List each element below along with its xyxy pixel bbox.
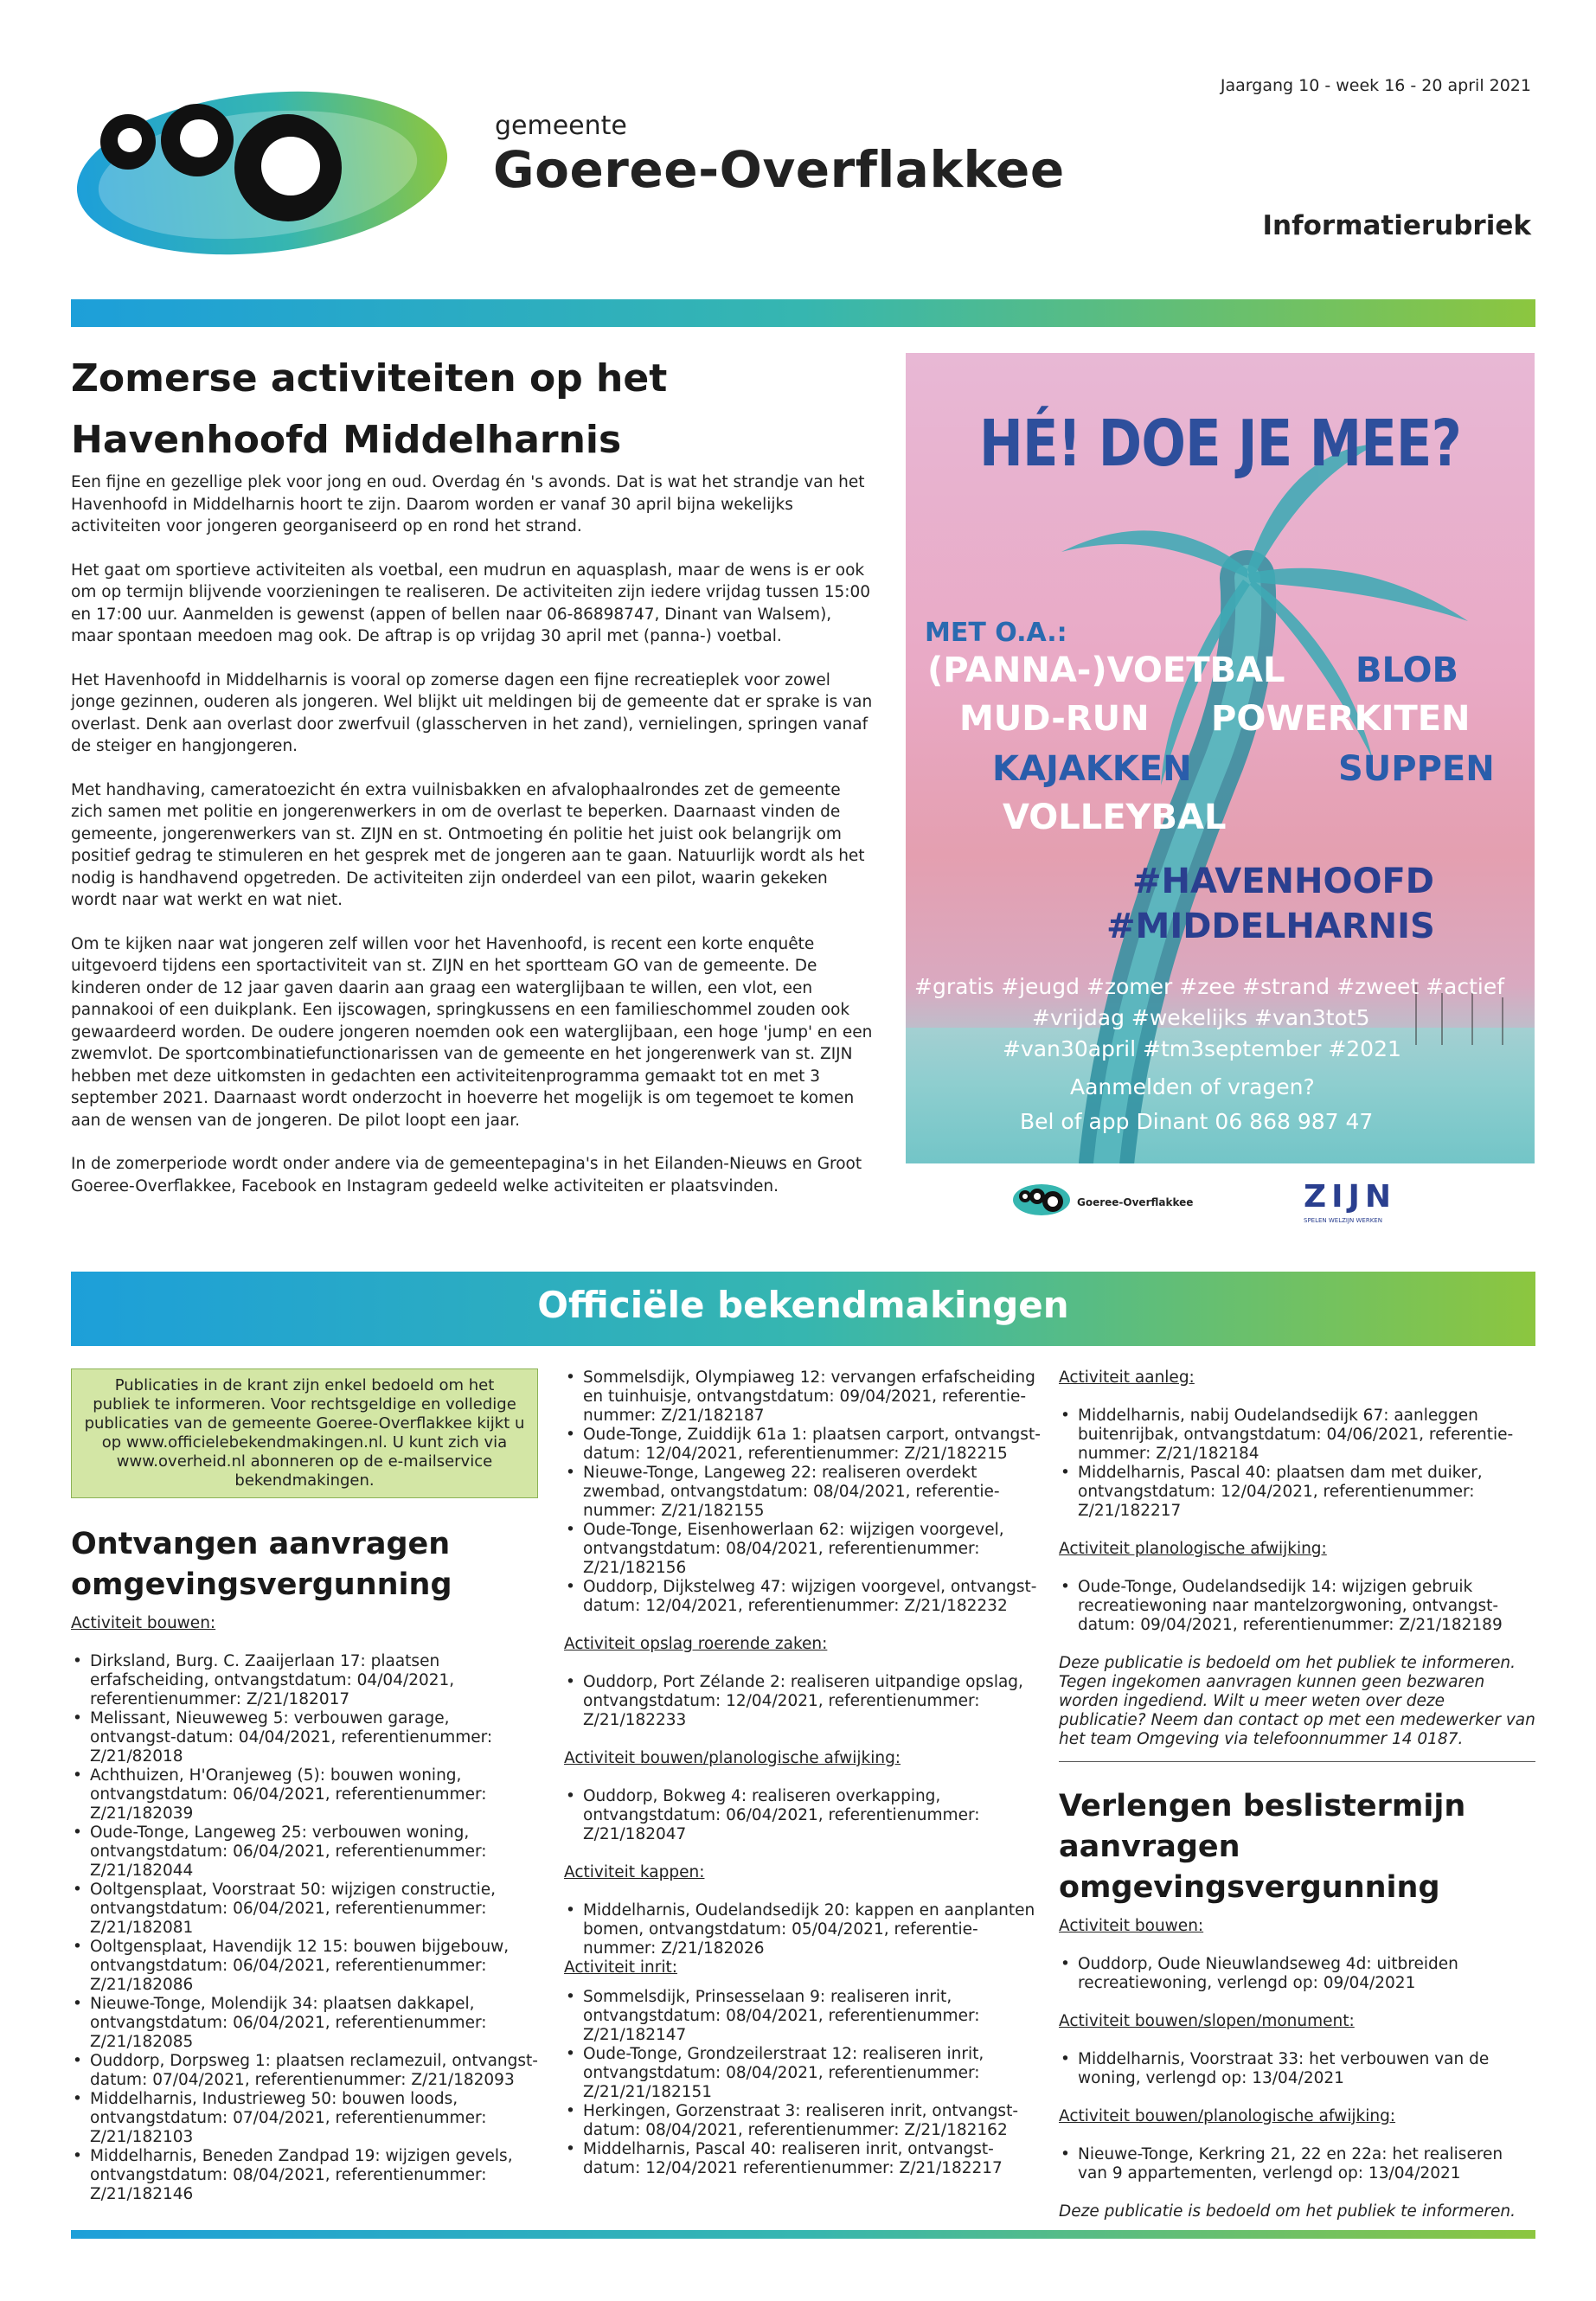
list-item: • Herkingen, Gorzenstraat 3: realiseren inrit, ontvangst-datum: 08/04/2021, referentienummer: Z/21/182162 bbox=[564, 2102, 1044, 2140]
poster-tags: #van30april #tm3september #2021 bbox=[1003, 1036, 1401, 1061]
official-banner bbox=[71, 1272, 1535, 1346]
list-item: • Sommelsdijk, Olympiaweg 12: vervangen erfafscheiding en tuinhuisje, ontvangstdatum: 09/04/2021, referentie-nummer: Z/21/182187 bbox=[564, 1368, 1044, 1426]
list-item: • Middelharnis, Voorstraat 33: het verbouwen van de woning, verlengd op: 13/04/2021 bbox=[1059, 2050, 1535, 2088]
zijn-logo-sub: SPELEN WELZIJN WERKEN bbox=[1304, 1217, 1382, 1224]
divider bbox=[1059, 1761, 1535, 1762]
official-title: Officiële bekendmakingen bbox=[537, 1284, 1069, 1326]
list-item: • Sommelsdijk, Prinsesselaan 9: realiseren inrit, ontvangstdatum: 08/04/2021, referentienummer: Z/21/182147 bbox=[564, 1988, 1044, 2045]
article-paragraph: Het gaat om sportieve activiteiten als voetbal, een mudrun en aquasplash, maar de wens is er ook om op termijn blijvende voorzieningen te realiseren. De activiteiten zijn iedere vrijdag tussen 15:00 en 17:00 uur. Aanmelden is gewenst (appen of bellen naar 06-86898747, Dinant van Walsem), maar spontaan meedoen mag ook. De aftrap is op vrijdag 30 april met (panna-) voetbal. bbox=[71, 561, 871, 645]
list-item: • Ooltgensplaat, Havendijk 12 15: bouwen bijgebouw, ontvangstdatum: 06/04/2021, referentienummer: Z/21/182086 bbox=[71, 1938, 538, 1995]
extension-list bbox=[1059, 2145, 1535, 2183]
permit-list bbox=[564, 1901, 1044, 1958]
poster-activity: VOLLEYBAL bbox=[1003, 798, 1227, 837]
list-item: • Middelharnis, Pascal 40: realiseren inrit, ontvangst-datum: 12/04/2021 referentienummer: Z/21/182217 bbox=[564, 2140, 1044, 2178]
category-label: Activiteit bouwen/planologische afwijking: bbox=[564, 1749, 901, 1767]
article-paragraph: Om te kijken naar wat jongeren zelf willen voor het Havenhoofd, is recent een korte enquête uitgevoerd tijdens een sportactiviteit van st. ZIJN en het sportteam GO van de gemeente. De kinderen onder de 12 jaar gaven daarin aan graag een waterglijbaan te willen, een vlot, een pannakooi of een duikplank. Een ijscowagen, springkussens en een familieschommel zouden ook gewaardeerd worden. De oudere jongeren noemden ook een waterglijbaan, een hoge 'jump' en een zwemvlot. De sportcombinatiefunctionarissen van de gemeente en het jongerenwerk van st. ZIJN hebben met deze uitkomsten in gedachten een activiteitenprogramma gemaakt tot en met 3 september 2021. Daarnaast wordt onderzocht in hoeverre het mogelijk is om tegemoet te komen aan de wensen van de jongeren. De pilot loopt een jaar. bbox=[71, 934, 873, 1130]
extension-list bbox=[1059, 2050, 1535, 2088]
article-paragraph: In de zomerperiode wordt onder andere via de gemeentepagina's in het Eilanden-Nieuws en Groot Goeree-Overflakkee, Facebook en Instagram gedeeld welke activiteiten er plaatsvinden. bbox=[71, 1155, 862, 1195]
poster-tags: #vrijdag #wekelijks #van3tot5 bbox=[1032, 1005, 1370, 1030]
poster-image bbox=[906, 353, 1535, 1163]
poster-tags: #gratis #jeugd #zomer #zee #strand #zweet #actief bbox=[914, 974, 1505, 999]
edition-info: Jaargang 10 - week 16 - 20 april 2021 bbox=[1220, 76, 1531, 95]
list-item: • Nieuwe-Tonge, Molendijk 34: plaatsen dakkapel, ontvangstdatum: 06/04/2021, referentienummer: Z/21/182085 bbox=[71, 1995, 538, 2052]
list-item: • Middelharnis, Oudelandsedijk 20: kappen en aanplanten bomen, ontvangstdatum: 05/04/2021, referentie-nummer: Z/21/182026 bbox=[564, 1901, 1044, 1958]
list-item: • Ooltgensplaat, Voorstraat 50: wijzigen constructie, ontvangstdatum: 06/04/2021, referentienummer: Z/21/182081 bbox=[71, 1881, 538, 1938]
list-item: • Middelharnis, Beneden Zandpad 19: wijzigen gevels, ontvangstdatum: 08/04/2021, referentienummer: Z/21/182146 bbox=[71, 2147, 538, 2204]
permit-list bbox=[1059, 1407, 1535, 1521]
poster-activity: BLOB bbox=[1356, 651, 1459, 690]
final-note: Deze publicatie is bedoeld om het publiek te informeren. bbox=[1059, 2202, 1516, 2221]
list-item: • Oude-Tonge, Langeweg 25: verbouwen woning, ontvangstdatum: 06/04/2021, referentienummer: Z/21/182044 bbox=[71, 1823, 538, 1881]
zijn-logo: ZIJN bbox=[1304, 1179, 1397, 1215]
article-body bbox=[71, 471, 875, 1219]
permit-list bbox=[1059, 1578, 1535, 1635]
list-item: • Melissant, Nieuweweg 5: verbouwen garage, ontvangst-datum: 04/04/2021, referentienummer: Z/21/82018 bbox=[71, 1709, 538, 1766]
section-heading: Ontvangen aanvragen omgevingsvergunning bbox=[71, 1527, 452, 1602]
section-label: Informatierubriek bbox=[1262, 210, 1531, 241]
small-logo-text: Goeree-Overflakkee bbox=[1077, 1196, 1194, 1208]
brand-name: Goeree-Overflakkee bbox=[493, 140, 1065, 199]
article-paragraph: Een fijne en gezellige plek voor jong en oud. Overdag én 's avonds. Dat is wat het strandje van het Havenhoofd in Middelharnis hoort te zijn. Daarom worden er vanaf 30 april bijna wekelijks activiteiten voor jongeren georganiseerd op en rond het strand. bbox=[71, 473, 865, 535]
list-item: • Achthuizen, H'Oranjeweg (5): bouwen woning, ontvangstdatum: 06/04/2021, referentienummer: Z/21/182039 bbox=[71, 1766, 538, 1823]
activity-poster bbox=[906, 353, 1535, 1235]
permit-list bbox=[71, 1652, 538, 2204]
disclaimer-note: Deze publicatie is bedoeld om het publiek te informeren. Tegen ingekomen aanvragen kunnen geen bezwaren worden ingediend. Wilt u meer weten over deze publicatie? Neem dan contact op met een medewerker van het team Omgeving via telefoonnummer 14 0187. bbox=[1059, 1654, 1535, 1748]
list-item: • Nieuwe-Tonge, Kerkring 21, 22 en 22a: het realiseren van 9 appartementen, verlengd op: 13/04/2021 bbox=[1059, 2145, 1535, 2183]
poster-activity: SUPPEN bbox=[1338, 749, 1495, 789]
category-label: Activiteit inrit: bbox=[564, 1958, 677, 1977]
section-heading: Verlengen beslistermijn aanvragen omgevingsvergunning bbox=[1059, 1789, 1466, 1905]
category-label: Activiteit planologische afwijking: bbox=[1059, 1540, 1327, 1558]
list-item: • Oude-Tonge, Oudelandsedijk 14: wijzigen gebruik recreatiewoning naar mantelzorgwoning, ontvangst-datum: 09/04/2021, referentienummer: Z/21/182189 bbox=[1059, 1578, 1535, 1635]
list-item: • Dirksland, Burg. C. Zaaijerlaan 17: plaatsen erfafscheiding, ontvangstdatum: 04/04/2021, referentienummer: Z/21/182017 bbox=[71, 1652, 538, 1709]
poster-activity: KAJAKKEN bbox=[992, 749, 1192, 789]
top-gradient-bar bbox=[71, 299, 1535, 327]
category-label: Activiteit aanleg: bbox=[1059, 1368, 1195, 1387]
category-label: Activiteit opslag roerende zaken: bbox=[564, 1635, 828, 1653]
list-item: • Oude-Tonge, Grondzeilerstraat 12: realiseren inrit, ontvangstdatum: 08/04/2021, referentienummer: Z/21/21/182151 bbox=[564, 2045, 1044, 2102]
poster-activity: MUD-RUN bbox=[959, 699, 1150, 739]
list-item: • Ouddorp, Dijkstelweg 47: wijzigen voorgevel, ontvangst-datum: 12/04/2021, referentienummer: Z/21/182232 bbox=[564, 1578, 1044, 1616]
list-item: • Ouddorp, Oude Nieuwlandseweg 4d: uitbreiden recreatiewoning, verlengd op: 09/04/2021 bbox=[1059, 1955, 1535, 1993]
category-label: Activiteit bouwen: bbox=[71, 1614, 216, 1632]
list-item: • Middelharnis, nabij Oudelandsedijk 67: aanleggen buitenrijbak, ontvangstdatum: 04/06/2021, referentie-nummer: Z/21/182184 bbox=[1059, 1407, 1535, 1464]
article-paragraph: Het Havenhoofd in Middelharnis is vooral op zomerse dagen een fijne recreatieplek voor zowel jonge gezinnen, ouderen als jongeren. Wel blijkt uit meldingen bij de gemeente dat er sprake is van overlast. Denk aan overlast door zwerfvuil (glasscherven in het zand), vernielingen, springen vanaf de steiger en hangjongeren. bbox=[71, 670, 873, 755]
poster-contact: Aanmelden of vragen? bbox=[1070, 1074, 1315, 1099]
permit-list bbox=[564, 1988, 1044, 2178]
list-item: • Ouddorp, Bokweg 4: realiseren overkapping, ontvangstdatum: 06/04/2021, referentienummer: Z/21/182047 bbox=[564, 1787, 1044, 1844]
bottom-gradient-bar bbox=[71, 2230, 1535, 2239]
small-logo-icon bbox=[1011, 1181, 1072, 1219]
list-item: • Ouddorp, Dorpsweg 1: plaatsen reclamezuil, ontvangst-datum: 07/04/2021, referentienummer: Z/21/182093 bbox=[71, 2052, 538, 2090]
category-label: Activiteit kappen: bbox=[564, 1863, 705, 1881]
brand-small-text: gemeente bbox=[495, 111, 627, 141]
extension-list bbox=[1059, 1955, 1535, 1993]
permit-list bbox=[564, 1673, 1044, 1730]
poster-contact: Bel of app Dinant 06 868 987 47 bbox=[1020, 1109, 1374, 1134]
list-item: • Oude-Tonge, Zuiddijk 61a 1: plaatsen carport, ontvangst-datum: 12/04/2021, referentienummer: Z/21/182215 bbox=[564, 1426, 1044, 1464]
permit-list bbox=[564, 1787, 1044, 1844]
category-label: Activiteit bouwen/slopen/monument: bbox=[1059, 2012, 1355, 2030]
poster-hashtag: #HAVENHOOFD bbox=[1132, 862, 1435, 901]
list-item: • Oude-Tonge, Eisenhowerlaan 62: wijzigen voorgevel, ontvangstdatum: 08/04/2021, referentienummer: Z/21/182156 bbox=[564, 1521, 1044, 1578]
official-column-3 bbox=[1059, 1368, 1535, 2221]
list-item: • Middelharnis, Pascal 40: plaatsen dam met duiker, ontvangstdatum: 12/04/2021, referentienummer: Z/21/182217 bbox=[1059, 1464, 1535, 1521]
poster-hashtag: #MIDDELHARNIS bbox=[1106, 907, 1435, 946]
poster-footer bbox=[906, 1163, 1535, 1250]
list-item: • Nieuwe-Tonge, Langeweg 22: realiseren overdekt zwembad, ontvangstdatum: 08/04/2021, referentie-nummer: Z/21/182155 bbox=[564, 1464, 1044, 1521]
poster-title: HÉ! DOE JE MEE? bbox=[979, 407, 1461, 481]
poster-activity: POWERKITEN bbox=[1211, 699, 1471, 739]
official-column-2 bbox=[564, 1368, 1044, 2197]
list-item: • Ouddorp, Port Zélande 2: realiseren uitpandige opslag, ontvangstdatum: 12/04/2021, referentienummer: Z/21/182233 bbox=[564, 1673, 1044, 1730]
municipality-logo bbox=[67, 71, 448, 261]
poster-met-oa: MET O.A.: bbox=[925, 618, 1067, 648]
poster-activity: (PANNA-)VOETBAL bbox=[927, 651, 1285, 690]
category-label: Activiteit bouwen: bbox=[1059, 1917, 1204, 1935]
article-title: Zomerse activiteiten op het Havenhoofd Middelharnis bbox=[71, 356, 668, 462]
notice-box: Publicaties in de krant zijn enkel bedoeld om het publiek te informeren. Voor rechtsgeldige en volledige publicaties van de gemeente Goeree-Overflakkee kijkt u op www.officielebekendmakingen.nl. U kunt zich via www.overheid.nl abonneren op de e-mailservice bekendmakingen. bbox=[71, 1368, 538, 1498]
permit-list bbox=[564, 1368, 1044, 1616]
article-paragraph: Met handhaving, cameratoezicht én extra vuilnisbakken en afvalophaalrondes zet de gemeente zich samen met politie en jongerenwerkers in om de overlast te beperken. Daarnaast vinden de gemeente, jongerenwerkers van st. ZIJN en st. Ontmoeting én politie het juist ook belangrijk om positief gedrag te stimuleren en het gesprek met de jongeren aan te gaan. Natuurlijk wordt als het nodig is handhavend opgetreden. De activiteiten zijn onderdeel van een pilot, waarin gekeken wordt naar wat werkt en wat niet. bbox=[71, 780, 865, 909]
category-label: Activiteit bouwen/planologische afwijking: bbox=[1059, 2107, 1396, 2125]
official-column-1 bbox=[71, 1368, 538, 2223]
list-item: • Middelharnis, Industrieweg 50: bouwen loods, ontvangstdatum: 07/04/2021, referentienummer: Z/21/182103 bbox=[71, 2090, 538, 2147]
